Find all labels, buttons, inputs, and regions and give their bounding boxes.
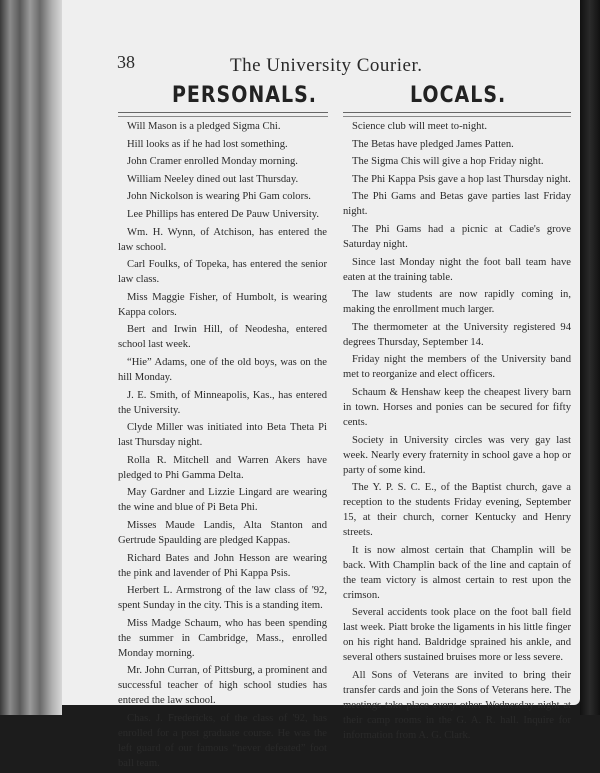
personals-column <box>118 119 327 773</box>
news-item: The law students are now rapidly coming in, making the enrollment much larger. <box>343 289 571 316</box>
news-item: It is now almost certain that Champlin will be back. With Champlin back of the line and captain of the team victory is almost certain to rest upon the crimson. <box>343 544 571 601</box>
news-item: “Hie” Adams, one of the old boys, was on the hill Monday. <box>118 356 327 383</box>
news-item: Schaum & Henshaw keep the cheapest livery barn in town. Horses and ponies can be secured for fifty cents. <box>343 386 571 428</box>
news-item: William Neeley dined out last Thursday. <box>127 173 299 185</box>
news-item: Society in University circles was very gay last week. Nearly every fraternity in school gave a hop or party of some kind. <box>343 434 571 476</box>
news-item: Clyde Miller was initiated into Beta Theta Pi last Thursday night. <box>118 422 327 449</box>
news-item: May Gardner and Lizzie Lingard are wearing the wine and blue of Pi Beta Phi. <box>118 487 327 514</box>
news-item: Carl Foulks, of Topeka, has entered the senior law class. <box>118 259 327 286</box>
news-item: Rolla R. Mitchell and Warren Akers have pledged to Phi Gamma Delta. <box>118 454 327 481</box>
news-item: Miss Madge Schaum, who has been spending the summer in Cambridge, Mass., enrolled Monday morning. <box>118 617 327 659</box>
page-number: 38 <box>117 52 135 72</box>
news-item: J. E. Smith, of Minneapolis, Kas., has entered the University. <box>118 389 327 416</box>
news-item: The Sigma Chis will give a hop Friday night. <box>352 156 544 168</box>
book-binding <box>0 0 62 715</box>
news-item: Chas. J. Fredericks, of the class of '92, has enrolled for a post graduate course. He was the left guard of our famous “never defeated” foot ball team. <box>118 712 327 769</box>
column-rule <box>118 112 328 117</box>
news-item: John Cramer enrolled Monday morning. <box>127 156 298 168</box>
news-item: Mr. John Curran, of Pittsburg, a prominent and successful teacher of high school studies has entered the law school. <box>118 665 327 707</box>
news-item: The Phi Gams and Betas gave parties last Friday night. <box>343 191 571 218</box>
news-item: Hill looks as if he had lost something. <box>127 138 288 150</box>
news-item: The Phi Gams had a picnic at Cadie's grove Saturday night. <box>343 223 571 250</box>
news-item: Will Mason is a pledged Sigma Chi. <box>127 121 281 132</box>
news-item: Herbert L. Armstrong of the law class of '92, spent Sunday in the city. This is a standing item. <box>118 585 327 612</box>
news-item: Since last Monday night the foot ball team have eaten at the training table. <box>343 256 571 283</box>
news-item: Richard Bates and John Hesson are wearing the pink and lavender of Phi Kappa Psis. <box>118 552 327 579</box>
news-item: John Nickolson is wearing Phi Gam colors. <box>127 191 311 203</box>
news-item: The Y. P. S. C. E., of the Baptist church, gave a reception to the students Friday evening, September 15, at their church, corner Kentucky and Henry streets. <box>343 482 571 539</box>
news-item: Science club will meet to-night. <box>352 121 488 132</box>
news-item: Lee Phillips has entered De Pauw University. <box>127 208 320 220</box>
news-item: The thermometer at the University registered 94 degrees Thursday, September 14. <box>343 321 571 348</box>
news-item: The Phi Kappa Psis gave a hop last Thursday night. <box>352 173 571 185</box>
personals-heading: PERSONALS. <box>172 82 317 108</box>
news-item: Bert and Irwin Hill, of Neodesha, entered school last week. <box>118 324 327 351</box>
publication-title: The University Courier. <box>230 55 423 76</box>
column-rule <box>343 112 571 117</box>
news-item: Miss Maggie Fisher, of Humbolt, is wearing Kappa colors. <box>118 291 327 318</box>
page-edge <box>580 0 600 715</box>
news-item: All Sons of Veterans are invited to bring their transfer cards and join the Sons of Veterans here. The meetings take place every other Wednesday night at their camp rooms in the G. A. R. hall. Inquire for information from A. G. Clark. <box>343 669 571 741</box>
news-item: Friday night the members of the University band met to reorganize and elect officers. <box>343 354 571 381</box>
news-item: Misses Maude Landis, Alta Stanton and Gertrude Spaulding are pledged Kappas. <box>118 519 327 546</box>
locals-heading: LOCALS. <box>410 82 507 108</box>
news-item: Wm. H. Wynn, of Atchison, has entered the law school. <box>118 226 327 253</box>
news-item: Several accidents took place on the foot ball field last week. Piatt broke the ligaments in his little finger on his right hand. Baldridge sprained his ankle, and several others sustained bruises more or less severe. <box>343 607 571 664</box>
locals-column <box>343 119 571 746</box>
news-item: The Betas have pledged James Patten. <box>352 138 514 150</box>
